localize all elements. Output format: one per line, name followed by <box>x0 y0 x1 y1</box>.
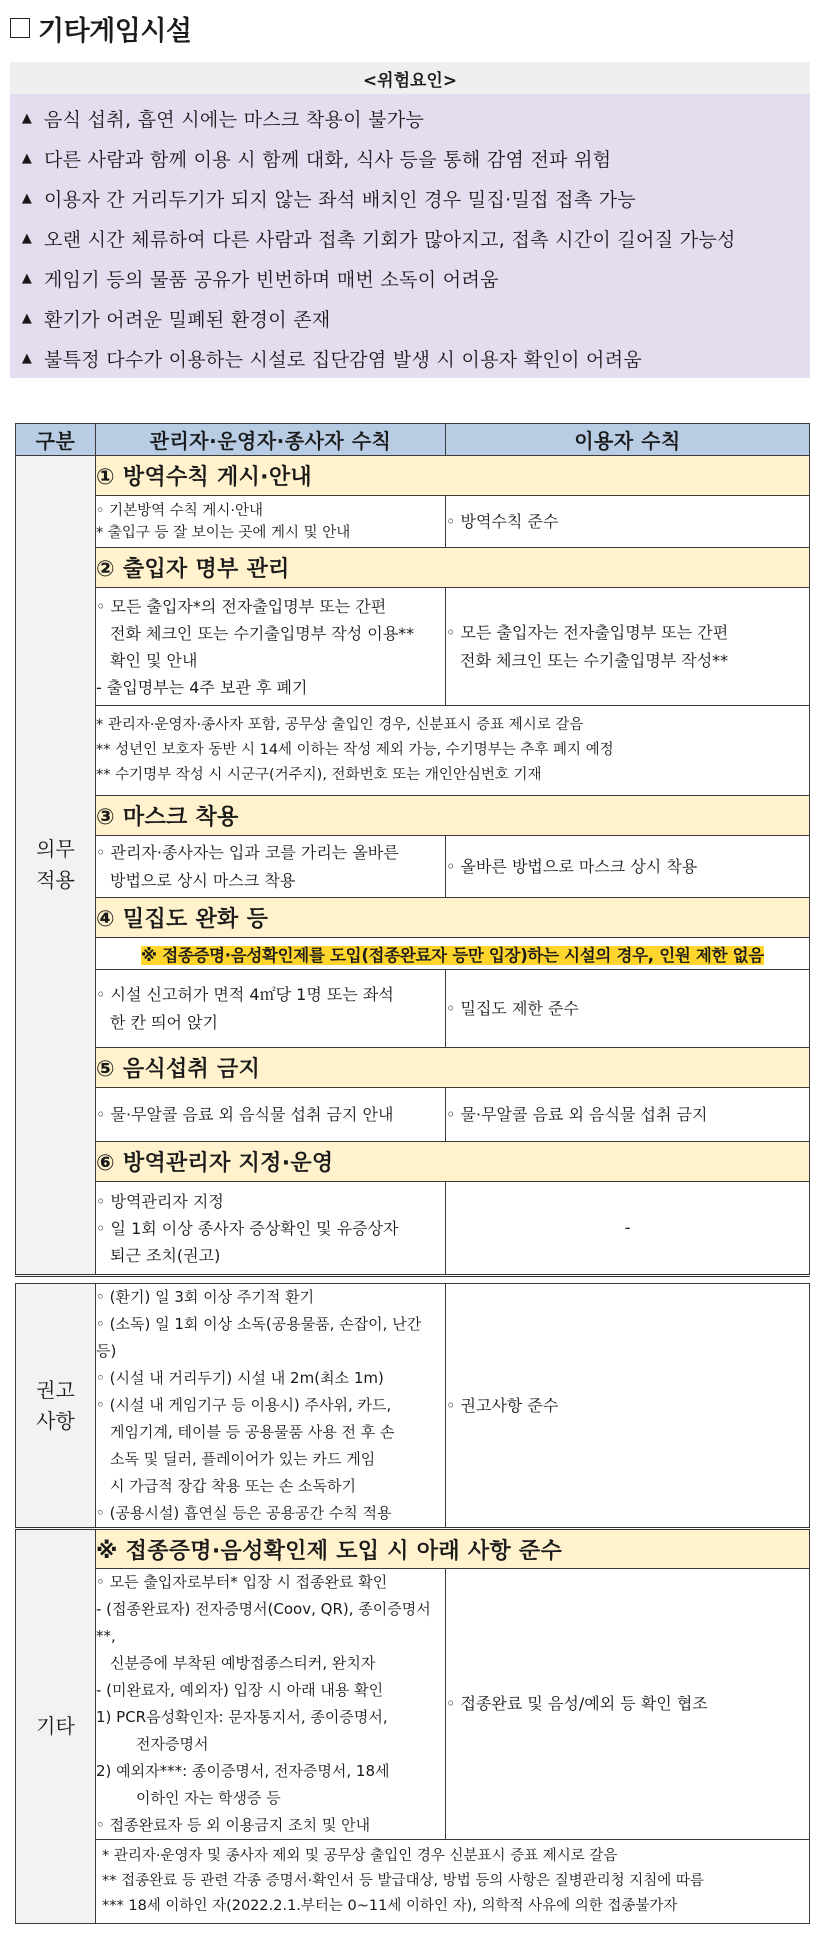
risk-factors-list <box>10 94 810 378</box>
other-manager-cell: ◦ 모든 출입자로부터* 입장 시 접종완료 확인 - (접종완료자) 전자증명서(Coov, QR), 종이증명서**, 신분증에 부착된 예방접종스티커, 완치자 - (미완료자, 예외자) 입장 시 아래 내용 확인 1) PCR음성확인자: 문자통지서, 종이증명서, 전자증명서 2) 예외자***: 종이증명서, 전자증명서, 18세 이하인 자는 학생증 등 ◦ 접종완료자 등 외 이용금지 조치 및 안내 <box>96 1569 446 1840</box>
rules-table <box>15 423 810 1277</box>
list-item: ▲ 오랜 시간 체류하여 다른 사람과 접촉 기회가 많아지고, 접촉 시간이 길어질 가능성 <box>10 218 810 258</box>
other-section-title: ※ 접종증명·음성확인제 도입 시 아래 사항 준수 <box>96 1529 810 1569</box>
page-title-text: 기타게임시설 <box>38 15 192 47</box>
list-item: ▲ 다른 사람과 함께 이용 시 함께 대화, 식사 등을 통해 감염 전파 위험 <box>10 138 810 178</box>
other-notes: * 관리자·운영자 및 종사자 제외 및 공무상 출입인 경우 신분표시 증표 제시로 갈음 ** 접종완료 등 관련 각종 증명서·확인서 등 발급대상, 방법 등의 사항은 질병관리청 지침에 따름 *** 18세 이하인 자(2022.2.1.부터는 0~11세 이하인 자), 의학적 사유에 의한 접종불가자 <box>96 1840 810 1924</box>
triangle-bullet-icon: ▲ <box>21 270 33 286</box>
header-manager-rules: 관리자·운영자·종사자 수칙 <box>96 424 446 456</box>
s5-user-cell: ◦ 물·무알콜 음료 외 음식물 섭취 금지 <box>446 1088 810 1142</box>
s2-user-cell: ◦ 모든 출입자는 전자출입명부 또는 간편 전화 체크인 또는 수기출입명부 작성** <box>446 588 810 706</box>
s3-manager-cell: ◦ 관리자·종사자는 입과 코를 가리는 올바른 방법으로 상시 마스크 착용 <box>96 836 446 898</box>
header-user-rules: 이용자 수칙 <box>446 424 810 456</box>
s6-manager-cell: ◦ 방역관리자 지정 ◦ 일 1회 이상 종사자 증상확인 및 유증상자 퇴근 조치(권고) <box>96 1182 446 1276</box>
rec-user-cell: ◦ 권고사항 준수 <box>446 1284 810 1529</box>
category-mandatory: 의무 적용 <box>16 456 96 1276</box>
triangle-bullet-icon: ▲ <box>21 110 33 126</box>
page-title <box>10 8 192 48</box>
risk-factors-box <box>10 62 810 378</box>
s4-user-cell: ◦ 밀집도 제한 준수 <box>446 970 810 1048</box>
section-title-3: ③ 마스크 착용 <box>96 796 810 836</box>
s1-user-cell: ◦ 방역수칙 준수 <box>446 496 810 548</box>
s4-manager-cell: ◦ 시설 신고허가 면적 4㎡당 1명 또는 좌석 한 칸 띄어 앉기 <box>96 970 446 1048</box>
list-item: ▲ 이용자 간 거리두기가 되지 않는 좌석 배치인 경우 밀집·밀접 접촉 가능 <box>10 178 810 218</box>
table-header-row <box>16 424 810 456</box>
rules-table-lower <box>15 1283 810 1924</box>
section-title-5: ⑤ 음식섭취 금지 <box>96 1048 810 1088</box>
list-item: ▲ 음식 섭취, 흡연 시에는 마스크 착용이 불가능 <box>10 98 810 138</box>
list-item: ▲ 게임기 등의 물품 공유가 빈번하며 매번 소독이 어려움 <box>10 258 810 298</box>
other-user-cell: ◦ 접종완료 및 음성/예외 등 확인 협조 <box>446 1569 810 1840</box>
s3-user-cell: ◦ 올바른 방법으로 마스크 상시 착용 <box>446 836 810 898</box>
triangle-bullet-icon: ▲ <box>21 310 33 326</box>
s2-manager-cell: ◦ 모든 출입자*의 전자출입명부 또는 간편 전화 체크인 또는 수기출입명부 작성 이용** 확인 및 안내 - 출입명부는 4주 보관 후 폐기 <box>96 588 446 706</box>
s5-manager-cell: ◦ 물·무알콜 음료 외 음식물 섭취 금지 안내 <box>96 1088 446 1142</box>
s4-notice: ※ 접종증명·음성확인제를 도입(접종완료자 등만 입장)하는 시설의 경우, 인원 제한 없음 <box>96 938 810 970</box>
s6-user-cell: - <box>446 1182 810 1276</box>
category-other: 기타 <box>16 1529 96 1924</box>
section-title-4: ④ 밀집도 완화 등 <box>96 898 810 938</box>
list-item: ▲ 불특정 다수가 이용하는 시설로 집단감염 발생 시 이용자 확인이 어려움 <box>10 338 810 378</box>
triangle-bullet-icon: ▲ <box>21 230 33 246</box>
rec-manager-cell: ◦ (환기) 일 3회 이상 주기적 환기 ◦ (소독) 일 1회 이상 소독(공용물품, 손잡이, 난간 등) ◦ (시설 내 거리두기) 시설 내 2m(최소 1m) ◦ (시설 내 게임기구 등 이용시) 주사위, 카드, 게임기계, 테이블 등 공용물품 사용 전 후 손 소독 및 딜러, 플레이어가 있는 카드 게임 시 가급적 장갑 착용 또는 손 소독하기 ◦ (공용시설) 흡연실 등은 공용공간 수칙 적용 <box>96 1284 446 1529</box>
section-title-1: ① 방역수칙 게시·안내 <box>96 456 810 496</box>
header-category: 구분 <box>16 424 96 456</box>
triangle-bullet-icon: ▲ <box>21 350 33 366</box>
section-title-6: ⑥ 방역관리자 지정·운영 <box>96 1142 810 1182</box>
section-title-2: ② 출입자 명부 관리 <box>96 548 810 588</box>
s1-manager-cell: ◦ 기본방역 수칙 게시·안내 * 출입구 등 잘 보이는 곳에 게시 및 안내 <box>96 496 446 548</box>
s2-notes: * 관리자·운영자·종사자 포함, 공무상 출입인 경우, 신분표시 증표 제시로 갈음 ** 성년인 보호자 동반 시 14세 이하는 작성 제외 가능, 수기명부는 추후 폐지 예정 ** 수기명부 작성 시 시군구(거주지), 전화번호 또는 개인안심번호 기재 <box>96 706 810 796</box>
triangle-bullet-icon: ▲ <box>21 150 33 166</box>
risk-factors-heading: <위험요인> <box>10 62 810 94</box>
checkbox-square-icon <box>10 18 30 38</box>
category-recommend: 권고 사항 <box>16 1284 96 1529</box>
list-item: ▲ 환기가 어려운 밀폐된 환경이 존재 <box>10 298 810 338</box>
triangle-bullet-icon: ▲ <box>21 190 33 206</box>
